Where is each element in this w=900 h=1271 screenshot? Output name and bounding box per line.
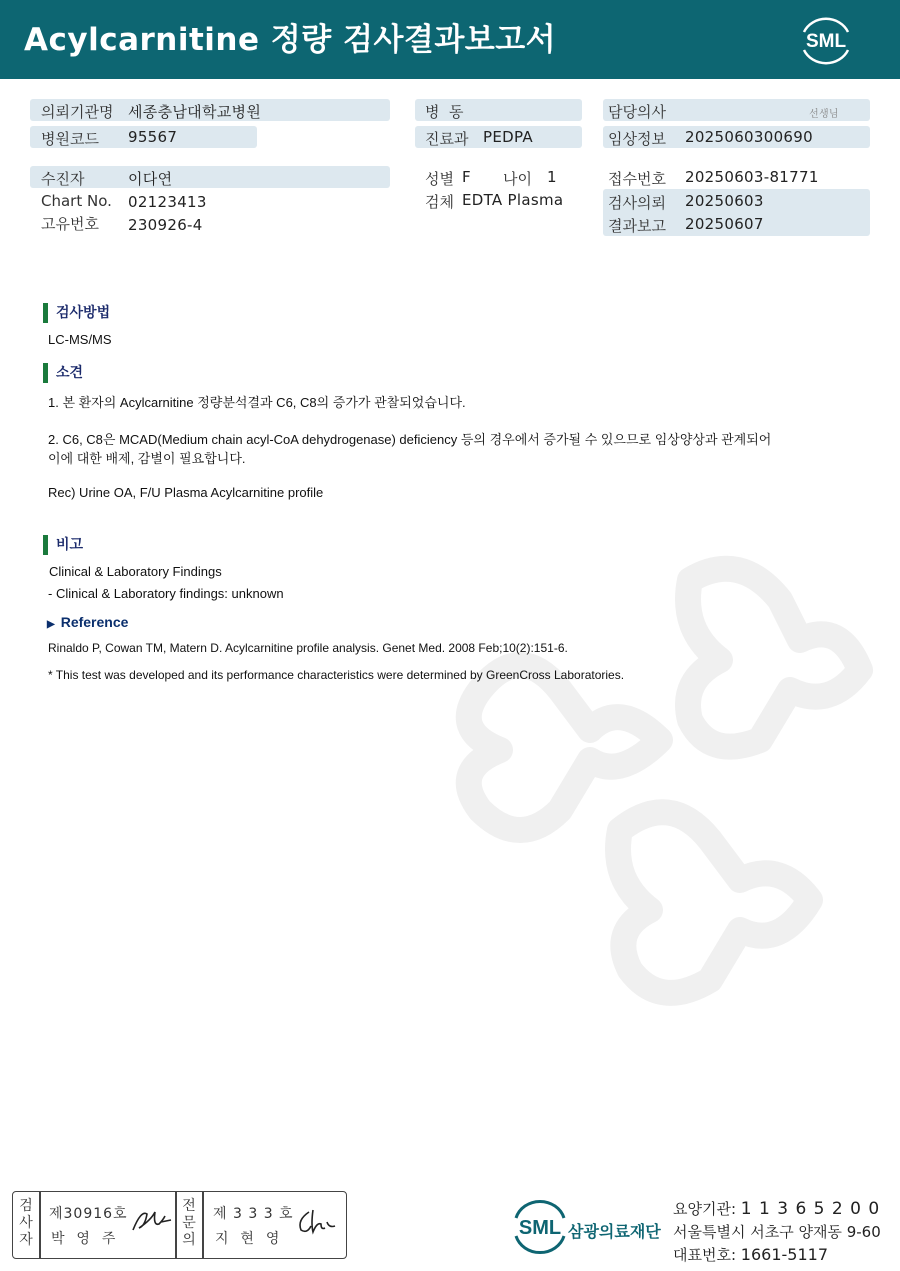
- doc-title-char: 전: [182, 1198, 196, 1214]
- receipt-value: 20250603-81771: [685, 168, 819, 186]
- dept-value: PEDPA: [483, 128, 533, 146]
- footer-phone: [673, 1244, 828, 1265]
- watermark-cross-icon: [360, 540, 880, 1060]
- dept-label: 진료과: [425, 130, 469, 148]
- chart-value: 02123413: [128, 193, 207, 211]
- reference-heading-text: Reference: [60, 614, 129, 630]
- report-value: 20250607: [685, 215, 764, 233]
- doctor-suffix: 선생님: [809, 109, 839, 120]
- sex-value: F: [462, 168, 471, 186]
- ward-label: 병 동: [425, 103, 464, 121]
- footer-address: 서울특별시 서초구 양재동 9-60: [673, 1223, 881, 1241]
- method-text: LC-MS/MS: [48, 332, 112, 347]
- tech-license: 제30916호: [49, 1206, 128, 1222]
- findings-heading: 소견: [43, 363, 83, 383]
- chart-label: Chart No.: [41, 192, 112, 210]
- age-label: 나이: [503, 170, 532, 188]
- footer-phone-value: 1661-5117: [740, 1245, 829, 1264]
- reference-heading: [47, 614, 128, 630]
- footer-code-value: 1 1 3 6 5 2 0 0: [740, 1199, 881, 1219]
- sex-label: 성별: [425, 170, 454, 188]
- report-title: Acylcarnitine 정량 검사결과보고서: [24, 22, 557, 58]
- specimen-value: EDTA Plasma: [462, 191, 564, 209]
- sig-divider: [202, 1192, 204, 1258]
- sml-logo-icon: [796, 12, 856, 68]
- request-label: 검사의뢰: [608, 194, 666, 212]
- report-label: 결과보고: [608, 217, 666, 235]
- hospital-value: 세종충남대학교병원: [128, 103, 262, 121]
- footer-phone-label: 대표번호:: [673, 1246, 741, 1264]
- findings-line2a: 2. C6, C8은 MCAD(Medium chain acyl-CoA dehydrogenase) deficiency 등의 경우에서 증가될 수 있으므로 임상양상과 관계되어: [48, 432, 772, 447]
- doc-title-char: 의: [182, 1232, 196, 1248]
- footer-logo-text: SML: [518, 1217, 562, 1239]
- sig-divider: [175, 1192, 177, 1258]
- footer-code: [673, 1198, 880, 1219]
- remarks-line1: Clinical & Laboratory Findings: [49, 564, 222, 579]
- uid-label: 고유번호: [41, 215, 99, 233]
- patient-label: 수진자: [41, 170, 85, 188]
- tech-title: [17, 1198, 35, 1249]
- tech-signature-icon: [131, 1206, 173, 1236]
- footer-sml-logo-icon: [510, 1198, 570, 1256]
- tech-title-char: 검: [19, 1198, 33, 1214]
- doc-signature-icon: [295, 1206, 339, 1238]
- clinical-value: 2025060300690: [685, 128, 813, 146]
- code-value: 95567: [128, 128, 178, 146]
- specimen-label: 검체: [425, 193, 454, 211]
- clinical-label: 임상정보: [608, 130, 666, 148]
- footer-org-name: 삼광의료재단: [568, 1222, 661, 1241]
- sig-divider: [39, 1192, 41, 1258]
- triangle-right-icon: ▶: [47, 619, 55, 630]
- remarks-heading: 비고: [43, 535, 83, 555]
- tech-title-char: 사: [19, 1215, 33, 1231]
- findings-line3: Rec) Urine OA, F/U Plasma Acylcarnitine profile: [48, 485, 324, 500]
- age-value: 1: [547, 168, 557, 186]
- doc-name: 지 현 영: [215, 1231, 281, 1247]
- doc-title-char: 문: [182, 1215, 196, 1231]
- uid-value: 230926-4: [128, 216, 203, 234]
- sml-logo-text: SML: [805, 31, 847, 52]
- reference-text: Rinaldo P, Cowan TM, Matern D. Acylcarnitine profile analysis. Genet Med. 2008 Feb;10(2):151-6.: [48, 641, 568, 655]
- remarks-line2: - Clinical & Laboratory findings: unknown: [48, 586, 284, 601]
- doc-title: [180, 1198, 198, 1249]
- hospital-label: 의뢰기관명: [41, 103, 114, 121]
- developed-note: * This test was developed and its performance characteristics were determined by GreenCross Laboratories.: [48, 668, 625, 682]
- findings-line2b: 이에 대한 배제, 감별이 필요합니다.: [48, 451, 246, 466]
- tech-name: 박 영 주: [51, 1231, 117, 1247]
- report-header: [0, 0, 900, 79]
- patient-value: 이다연: [128, 170, 173, 188]
- doc-license: 제 3 3 3 호: [213, 1206, 294, 1222]
- code-label: 병원코드: [41, 130, 99, 148]
- signature-box: [12, 1191, 347, 1259]
- request-value: 20250603: [685, 192, 764, 210]
- tech-title-char: 자: [19, 1232, 33, 1248]
- findings-line1: 1. 본 환자의 Acylcarnitine 정량분석결과 C6, C8의 증가가 관찰되었습니다.: [48, 395, 466, 410]
- method-heading: 검사방법: [43, 303, 110, 323]
- receipt-label: 접수번호: [608, 170, 666, 188]
- doctor-label: 담당의사: [608, 103, 666, 121]
- footer-code-label: 요양기관:: [673, 1200, 741, 1218]
